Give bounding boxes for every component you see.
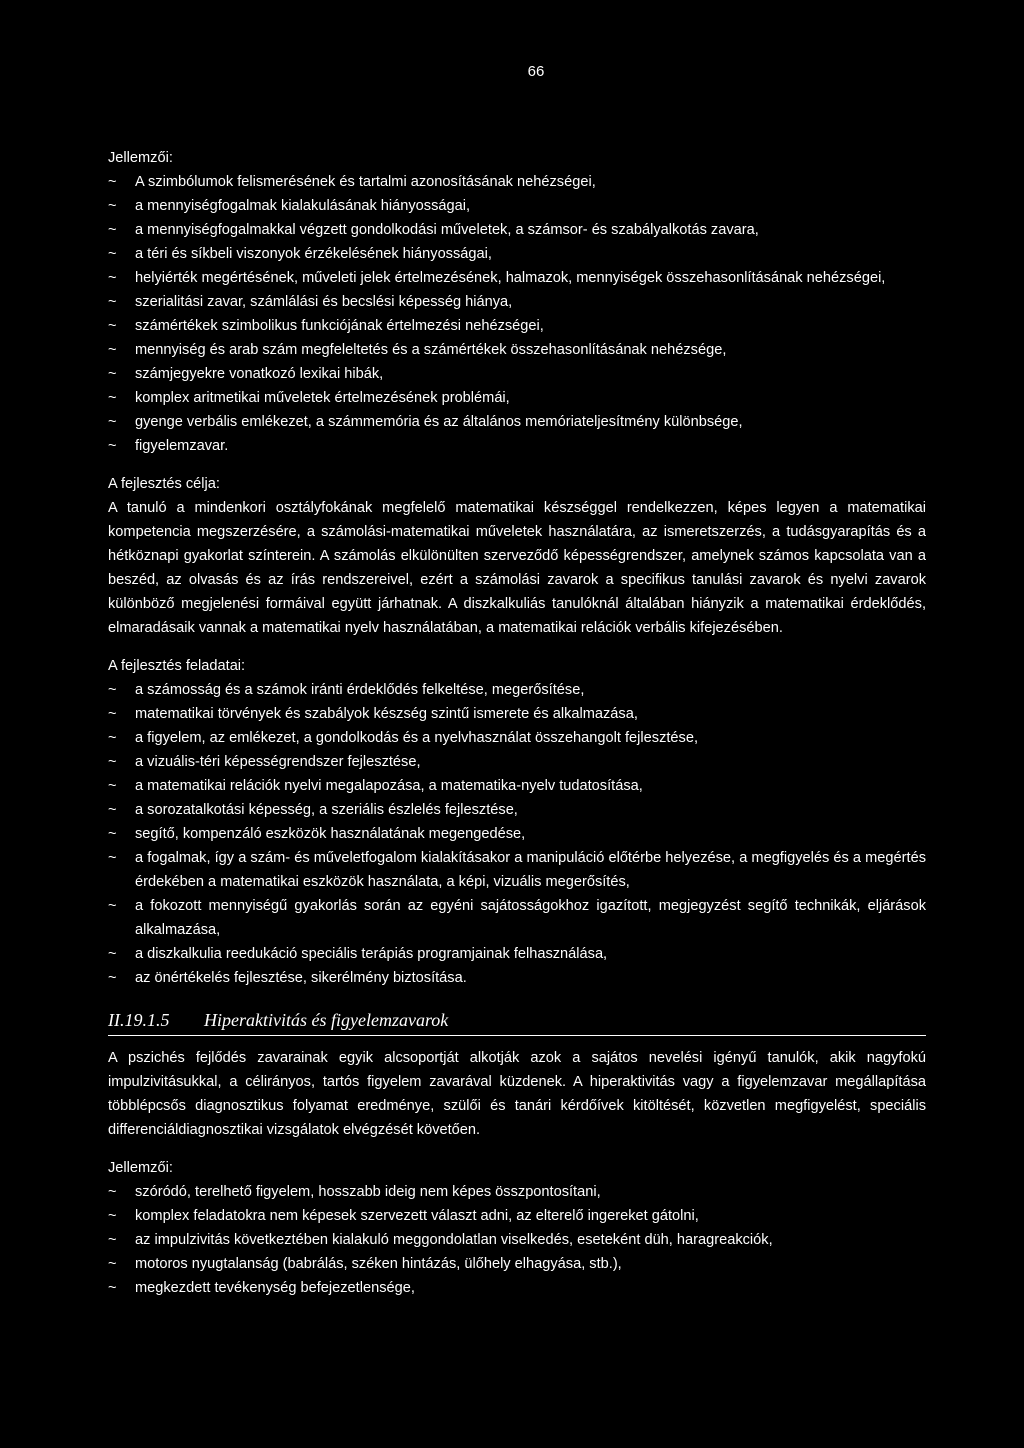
list-item: ~ az impulzivitás következtében kialakuló meggondolatlan viselkedés, eseteként düh, haragreakciók, xyxy=(108,1228,926,1252)
list-item: ~ megkezdett tevékenység befejezetlensége, xyxy=(108,1276,926,1300)
list-item: ~ figyelemzavar. xyxy=(108,434,926,458)
list-item: ~ A szimbólumok felismerésének és tartalmi azonosításának nehézségei, xyxy=(108,170,926,194)
characteristics-title-2: Jellemzői: xyxy=(108,1160,173,1176)
goal-title: A fejlesztés célja: xyxy=(108,476,220,492)
list-item: ~ a mennyiségfogalmakkal végzett gondolkodási műveletek, a számsor- és szabályalkotás zavara, xyxy=(108,218,926,242)
characteristics-list xyxy=(108,170,926,458)
section-intro-paragraph: A pszichés fejlődés zavarainak egyik alcsoportját alkotják azok a sajátos nevelési igényű tanulók, akik nagyfokú impulzivitásukkal, a célirányos, tartós figyelem zavarával küzdenek. A hiperaktivitás vagy a figyelemzavar megállapítása többlépcsős diagnosztikus folyamat eredménye, szülői és tanári kérdőívek kitöltését, közvetlen megfigyelést, speciális differenciáldiagnosztikai vizsgálatok elvégzését követően. xyxy=(108,1050,926,1138)
characteristics-list-2 xyxy=(108,1180,926,1300)
list-item: ~ szerialitási zavar, számlálási és becslési képesség hiánya, xyxy=(108,290,926,314)
list-item: ~ az önértékelés fejlesztése, sikerélmény biztosítása. xyxy=(108,966,926,990)
list-item: ~ helyiérték megértésének, műveleti jelek értelmezésének, halmazok, mennyiségek összehasonlításának nehézségei, xyxy=(108,266,926,290)
list-item: ~ segítő, kompenzáló eszközök használatának megengedése, xyxy=(108,822,926,846)
list-item: ~ a figyelem, az emlékezet, a gondolkodás és a nyelvhasználat összehangolt fejlesztése, xyxy=(108,726,926,750)
list-item: ~ motoros nyugtalanság (babrálás, széken hintázás, ülőhely elhagyása, stb.), xyxy=(108,1252,926,1276)
list-item: ~ a vizuális-téri képességrendszer fejlesztése, xyxy=(108,750,926,774)
section-number: II.19.1.5 xyxy=(108,1010,170,1030)
page-number: 66 xyxy=(527,63,545,80)
list-item: ~ szóródó, terelhető figyelem, hosszabb ideig nem képes összpontosítani, xyxy=(108,1180,926,1204)
list-item: ~ számjegyekre vonatkozó lexikai hibák, xyxy=(108,362,926,386)
list-item: ~ a diszkalkulia reedukáció speciális terápiás programjainak felhasználása, xyxy=(108,942,926,966)
list-item: ~ gyenge verbális emlékezet, a számmemória és az általános memóriateljesítmény különbsége, xyxy=(108,410,926,434)
list-item: ~ a matematikai relációk nyelvi megalapozása, a matematika-nyelv tudatosítása, xyxy=(108,774,926,798)
list-item: ~ a téri és síkbeli viszonyok érzékelésének hiányosságai, xyxy=(108,242,926,266)
list-item: ~ a számosság és a számok iránti érdeklődés felkeltése, megerősítése, xyxy=(108,678,926,702)
list-item: ~ számértékek szimbolikus funkciójának értelmezési nehézségei, xyxy=(108,314,926,338)
tasks-title: A fejlesztés feladatai: xyxy=(108,658,246,674)
page-content xyxy=(108,146,926,1300)
goal-paragraph: A tanuló a mindenkori osztályfokának megfelelő matematikai készséggel rendelkezzen, képes legyen a matematikai kompetencia megszerzésére, a számolási-matematikai műveletek használatára, az ismeretszerzés, a tudásgyarapítás és a hétköznapi gyakorlat színterein. A számolás elkülönülten szerveződő képességrendszer, amelynek számos kapcsolata van a beszéd, az olvasás és az írás rendszereivel, ezért a számolási zavarok a specifikus tanulási zavarok és nyelvi zavarok különböző megjelenési formáival együtt járhatnak. A diszkalkuliás tanulóknál általában hiányzik a matematikai érdeklődés, elmaradásaik vannak a matematikai nyelv használatában, a matematikai relációk verbális kifejezésében. xyxy=(108,500,926,636)
list-item: ~ matematikai törvények és szabályok készség szintű ismerete és alkalmazása, xyxy=(108,702,926,726)
characteristics-title: Jellemzői: xyxy=(108,150,173,166)
list-item: ~ mennyiség és arab szám megfeleltetés és a számértékek összehasonlításának nehézsége, xyxy=(108,338,926,362)
section-heading xyxy=(108,1008,926,1036)
list-item: ~ komplex feladatokra nem képesek szervezett választ adni, az elterelő ingereket gátolni, xyxy=(108,1204,926,1228)
list-item: ~ a sorozatalkotási képesség, a szeriális észlelés fejlesztése, xyxy=(108,798,926,822)
list-item: ~ komplex aritmetikai műveletek értelmezésének problémái, xyxy=(108,386,926,410)
list-item: ~ a mennyiségfogalmak kialakulásának hiányosságai, xyxy=(108,194,926,218)
list-item: ~ a fogalmak, így a szám- és műveletfogalom kialakításakor a manipuláció előtérbe helyezése, a megfigyelés és a megértés érdekében a matematikai eszközök használata, a képi, vizuális megerősítés, xyxy=(108,846,926,894)
section-title: Hiperaktivitás és figyelemzavarok xyxy=(204,1010,449,1030)
list-item: ~ a fokozott mennyiségű gyakorlás során az egyéni sajátosságokhoz igazított, megjegyzést segítő technikák, eljárások alkalmazása, xyxy=(108,894,926,942)
tasks-list xyxy=(108,678,926,990)
